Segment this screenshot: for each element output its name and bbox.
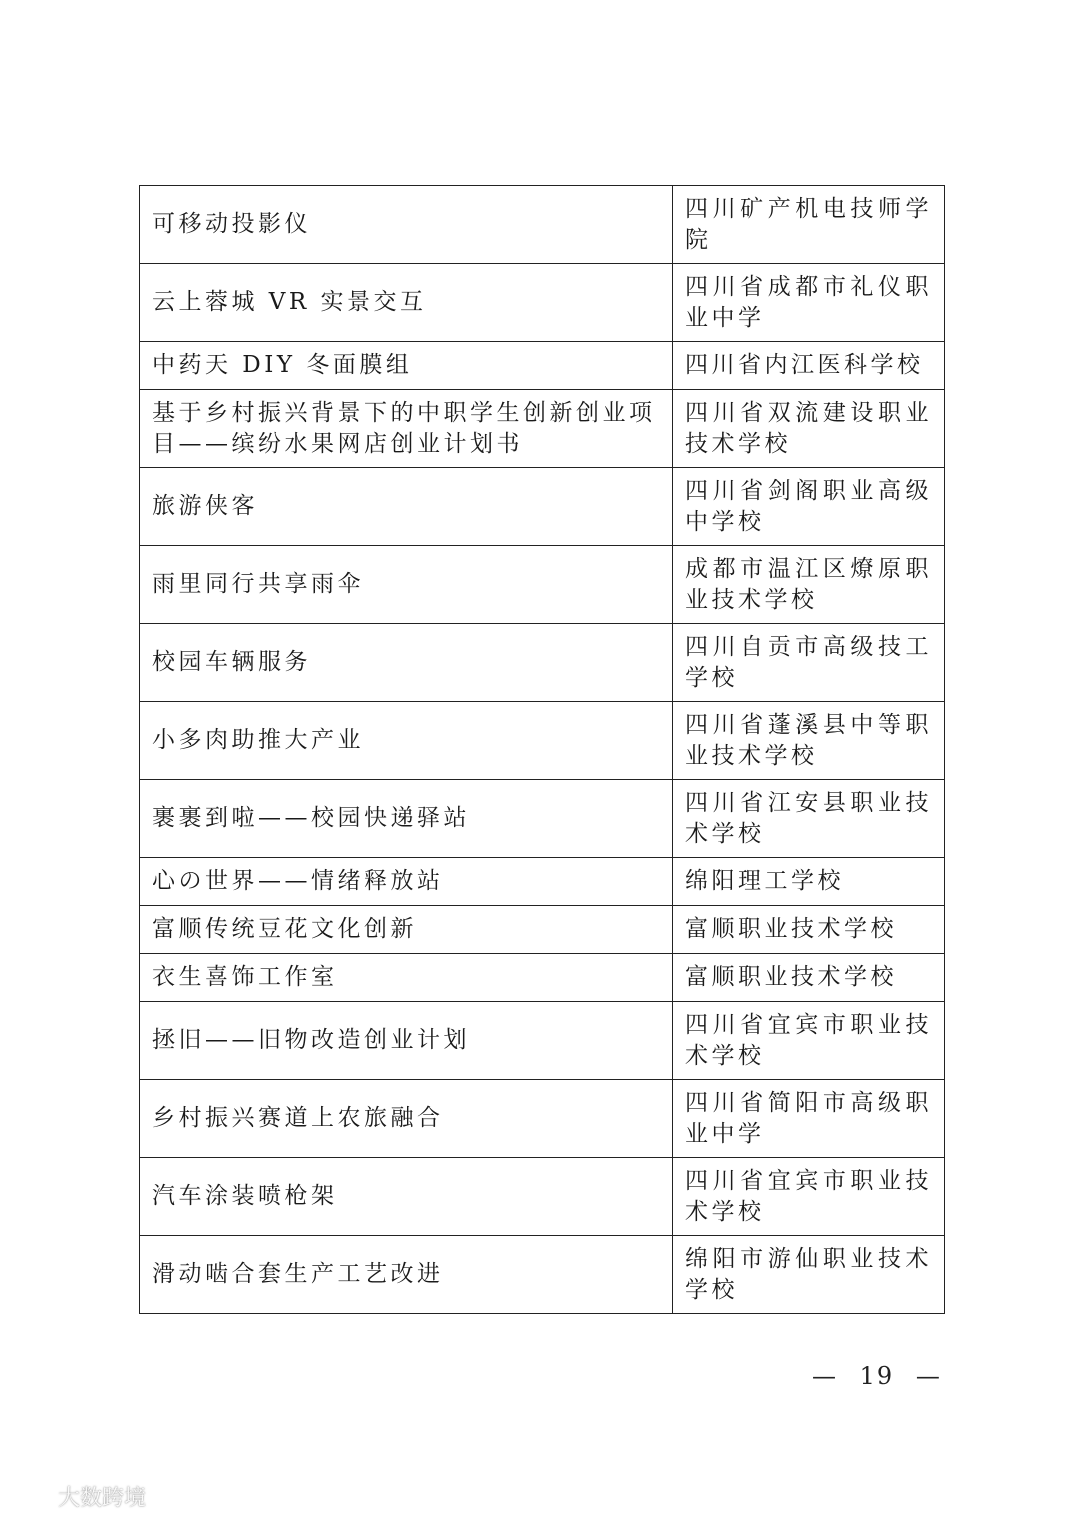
footer-dash-right: — xyxy=(915,1362,942,1390)
table-row xyxy=(140,264,945,342)
school-name-cell: 四川省双流建设职业技术学校 xyxy=(673,390,945,468)
project-name-cell: 乡村振兴赛道上农旅融合 xyxy=(140,1080,673,1158)
table-row xyxy=(140,1002,945,1080)
project-name-cell: 汽车涂装喷枪架 xyxy=(140,1158,673,1236)
project-name-cell: 衣生喜饰工作室 xyxy=(140,954,673,1002)
table-row xyxy=(140,858,945,906)
table-row xyxy=(140,702,945,780)
school-name-cell: 四川省简阳市高级职业中学 xyxy=(673,1080,945,1158)
school-name-cell: 成都市温江区燎原职业技术学校 xyxy=(673,546,945,624)
brand-logo-icon xyxy=(10,1484,54,1510)
school-name-cell: 四川省蓬溪县中等职业技术学校 xyxy=(673,702,945,780)
footer-dash-left: — xyxy=(812,1362,838,1390)
project-name-cell: 小多肉助推大产业 xyxy=(140,702,673,780)
project-name-cell: 旅游侠客 xyxy=(140,468,673,546)
project-name-cell: 可移动投影仪 xyxy=(140,186,673,264)
project-name-cell: 滑动啮合套生产工艺改进 xyxy=(140,1236,673,1314)
table-row xyxy=(140,1158,945,1236)
project-name-cell: 裹裹到啦——校园快递驿站 xyxy=(140,780,673,858)
school-name-cell: 四川省宜宾市职业技术学校 xyxy=(673,1002,945,1080)
table-row xyxy=(140,954,945,1002)
school-name-cell: 四川省剑阁职业高级中学校 xyxy=(673,468,945,546)
school-name-cell: 四川自贡市高级技工学校 xyxy=(673,624,945,702)
table-row xyxy=(140,546,945,624)
project-name-cell: 富顺传统豆花文化创新 xyxy=(140,906,673,954)
watermark-text: 大数跨境 xyxy=(58,1486,147,1511)
table-row xyxy=(140,1080,945,1158)
table-row xyxy=(140,624,945,702)
page-number: 19 xyxy=(859,1362,895,1390)
school-name-cell: 四川省宜宾市职业技术学校 xyxy=(673,1158,945,1236)
table-row xyxy=(140,906,945,954)
table-row xyxy=(140,1236,945,1314)
school-name-cell: 绵阳市游仙职业技术学校 xyxy=(673,1236,945,1314)
page-number-footer xyxy=(800,1362,954,1390)
table-row xyxy=(140,468,945,546)
school-name-cell: 绵阳理工学校 xyxy=(673,858,945,906)
project-name-cell: 心の世界——情绪释放站 xyxy=(140,858,673,906)
project-name-cell: 云上蓉城 VR 实景交互 xyxy=(140,264,673,342)
school-name-cell: 四川矿产机电技师学院 xyxy=(673,186,945,264)
table-row xyxy=(140,780,945,858)
project-name-cell: 中药天 DIY 冬面膜组 xyxy=(140,342,673,390)
table-row xyxy=(140,186,945,264)
project-name-cell: 基于乡村振兴背景下的中职学生创新创业项目——缤纷水果网店创业计划书 xyxy=(140,390,673,468)
school-name-cell: 富顺职业技术学校 xyxy=(673,906,945,954)
project-table xyxy=(139,185,945,1314)
table-row xyxy=(140,342,945,390)
table-row xyxy=(140,390,945,468)
school-name-cell: 四川省江安县职业技术学校 xyxy=(673,780,945,858)
project-name-cell: 拯旧——旧物改造创业计划 xyxy=(140,1002,673,1080)
school-name-cell: 富顺职业技术学校 xyxy=(673,954,945,1002)
school-name-cell: 四川省成都市礼仪职业中学 xyxy=(673,264,945,342)
project-name-cell: 校园车辆服务 xyxy=(140,624,673,702)
watermark xyxy=(10,1481,146,1512)
school-name-cell: 四川省内江医科学校 xyxy=(673,342,945,390)
project-name-cell: 雨里同行共享雨伞 xyxy=(140,546,673,624)
